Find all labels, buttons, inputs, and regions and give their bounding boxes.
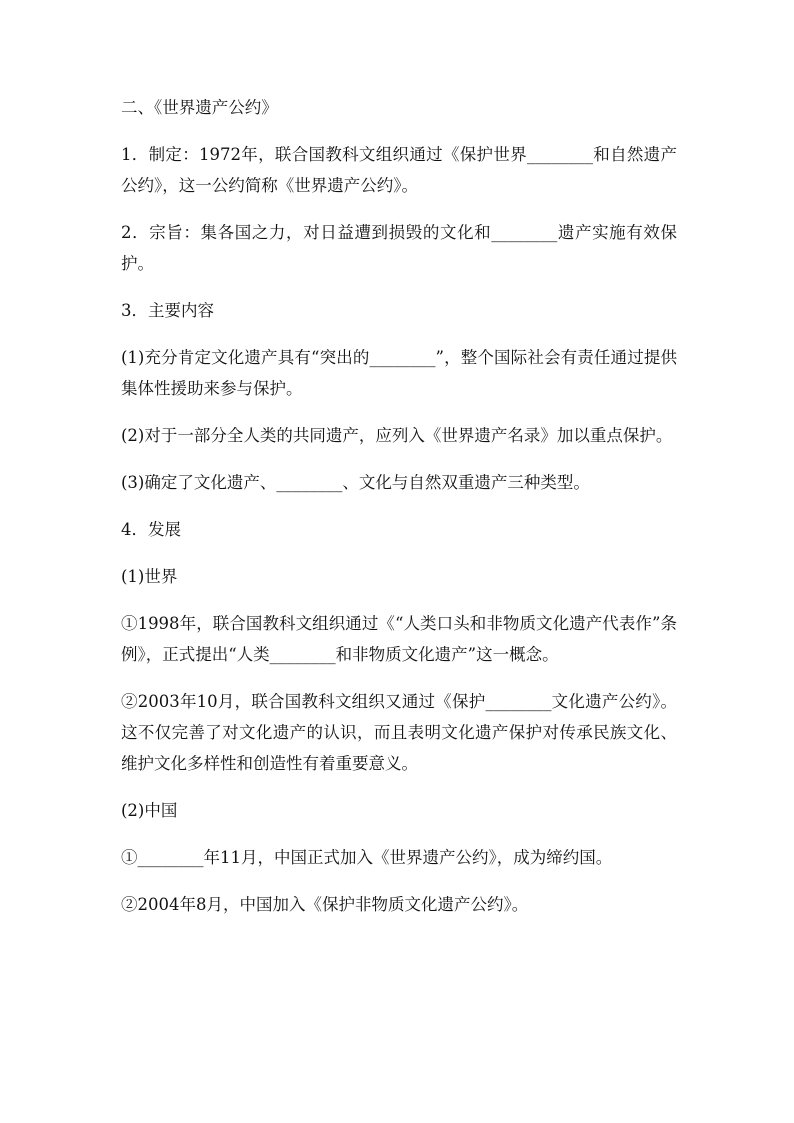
paragraph-china-2: ②2004年8月，中国加入《保护非物质文化遗产公约》。 [121, 895, 529, 914]
paragraph-purpose: 2．宗旨：集各国之力，对日益遭到损毁的文化和________遗产实施有效保护。 [121, 223, 677, 273]
paragraph-content-2: (2)对于一部分全人类的共同遗产，应列入《世界遗产名录》加以重点保护。 [121, 426, 673, 445]
paragraph-china-1: ①________年11月，中国正式加入《世界遗产公约》，成为缔约国。 [121, 848, 613, 867]
paragraph-establishment: 1．制定：1972年，联合国教科文组织通过《保护世界________和自然遗产公约》，这一公约简称《世界遗产公约》。 [121, 145, 677, 195]
subheading-development: 4．发展 [121, 520, 181, 539]
paragraph-world-1: ①1998年，联合国教科文组织通过《“人类口头和非物质文化遗产代表作”条例》，正式提出“人类________和非物质文化遗产”这一概念。 [121, 614, 677, 664]
paragraph-content-1: (1)充分肯定文化遗产具有“突出的________”，整个国际社会有责任通过提供集体性援助来参与保护。 [121, 348, 677, 398]
subheading-main-content: 3．主要内容 [121, 301, 214, 320]
document-body [121, 92, 677, 920]
paragraph-content-3: (3)确定了文化遗产、________、文化与自然双重遗产三种类型。 [121, 473, 590, 492]
subheading-china: (2)中国 [121, 801, 178, 820]
subheading-world: (1)世界 [121, 567, 178, 586]
paragraph-world-2: ②2003年10月，联合国教科文组织又通过《保护________文化遗产公约》。这不仅完善了对文化遗产的认识，而且表明文化遗产保护对传承民族文化、维护文化多样性和创造性有着重要意义。 [121, 692, 677, 773]
section-heading: 二、《世界遗产公约》 [121, 98, 278, 117]
